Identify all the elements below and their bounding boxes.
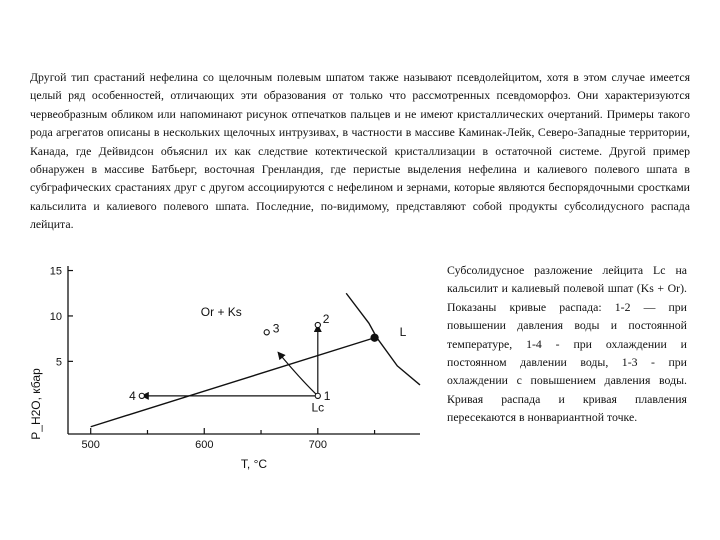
point-label-1: 1 [323,388,331,403]
point-2 [315,322,320,327]
figure-caption: Субсолидусное разложение лейцита Lc на кальсилит и калиевый полевой шпат (Ks + Or). Показаны кривые распада: 1-2 — при повышении давления воды и постоянной температуре, 1-4 - при охлаждении и постоянном давлении воды, 1-3 - при охлаждении с повышением давления воды. Кривая распада и кривая плавления пересекаются в нонвариантной точке. [447,263,687,425]
y-tick-label: 15 [49,265,62,278]
point-label-3: 3 [272,321,280,336]
x-tick-label: 600 [195,439,214,451]
point-1 [315,393,320,398]
x-tick-label: 500 [81,439,100,451]
phase-diagram [28,256,440,476]
x-tick-label: 700 [308,439,327,451]
region-label: L [399,324,407,339]
point-label-2: 2 [322,312,330,327]
x-axis-label: T, °C [240,457,268,471]
y-axis-label: P_H2O, кбар [29,368,43,440]
y-tick-label: 5 [55,356,62,369]
point-3 [264,330,269,335]
melting-curve [346,293,420,385]
invariant-point [371,334,378,341]
y-tick-label: 10 [49,310,62,323]
region-label: Lc [311,400,325,415]
point-label-4: 4 [129,388,136,403]
region-label: Or + Ks [200,304,242,319]
body-paragraph: Другой тип срастаний нефелина со щелочным полевым шпатом также называют псевдолейцитом, хотя в этом случае имеется целый ряд особенностей, отличающих эти образования от только что рассмотренных псевдоморфоз. Они характеризуются червеобразным обликом или напоминают рисунок отпечатков пальцев и не имеют кристаллических очертаний. Примеры такого рода агрегатов описаны в нескольких щелочных интрузивах, в частности в массиве Каминак-Лейк, Северо-Западные территории, Канада, где Дейвидсон объяснил их как следствие котектической кристаллизации в остаточной системе. Другой пример обнаружен в массиве Батбьерг, восточная Гренландия, где перистые выделения нефелина и калиевого полевого шпата в субграфических срастаниях друг с другом ассоциируются с нефелином и зернами, которые являются беспорядочными сростками кальсилита и калиевого полевого шпата. Последние, по-видимому, представляют собой продукты субсолидусного распада лейцита. [30,70,690,232]
phase-diagram-svg [28,256,440,476]
decomposition-curve [91,338,375,427]
path-1-3-arrow [278,352,318,396]
point-4 [139,393,144,398]
